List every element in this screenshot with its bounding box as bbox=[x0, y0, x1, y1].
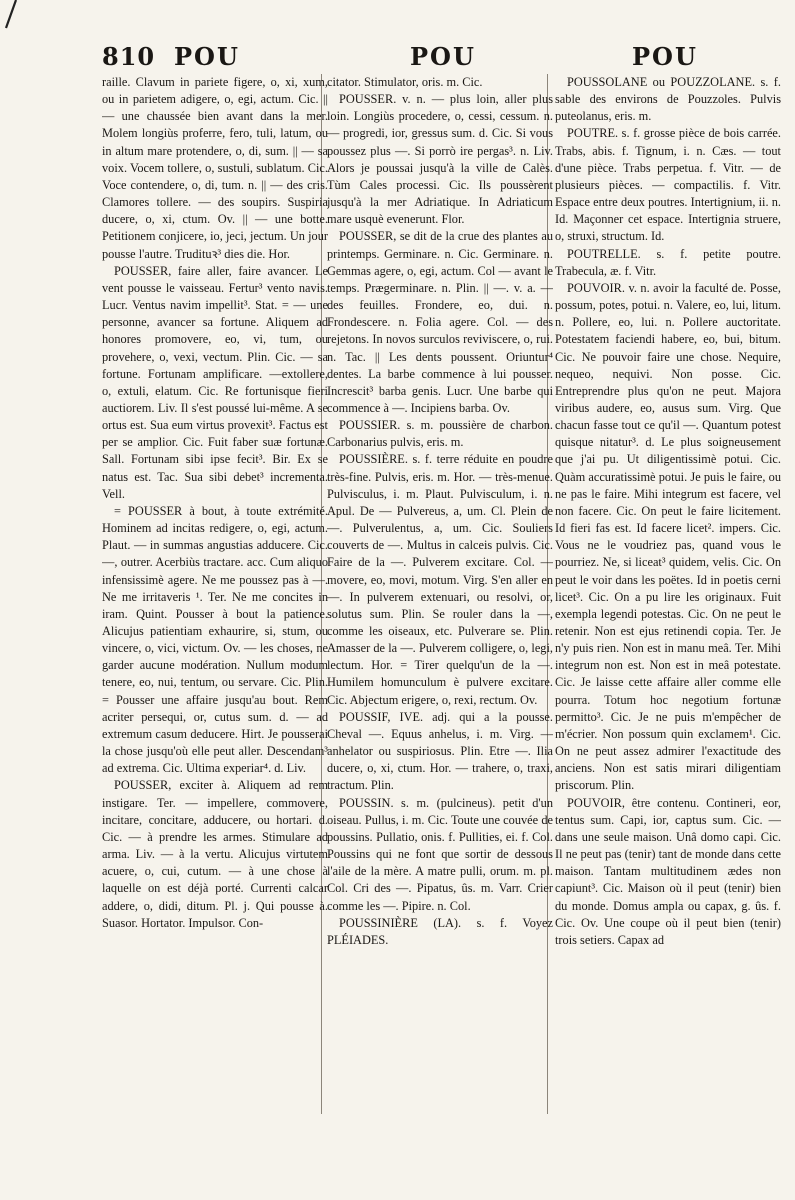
dictionary-entry: POUSSIER. s. m. poussière de charbon. Carbonarius pulvis, eris. m. bbox=[327, 418, 553, 450]
page-number: 810 bbox=[102, 42, 156, 71]
dictionary-entry: POUSSER, se dit de la crue des plantes au printemps. Germinare. n. Cic. Germinare. n. Gemmas agere, o, egi, actum. Col — avant le temps. Prægerminare. n. Plin. || —. v. a. — des feuilles. Frondere, eo, dui. n. Frondescere. n. Folia agere. Col. — des rejetons. In novos surculos reviviscere, o, rui. n. Tac. || Les dents poussent. Oriuntur⁴ dentes. La barbe commence à lui pousser. Increscit³ barba genis. Lucr. Une barbe qui commence à —. Incipiens barba. Ov. bbox=[327, 229, 553, 415]
dictionary-entry: POUVOIR, être contenu. Contineri, eor, tentus sum. Capi, ior, captus sum. Cic. — dans une seule maison. Unâ domo capi. Cic. Il ne peut pas (tenir) tant de monde dans cette maison. Tantam multitudinem ædes non capiunt³. Cic. Maison où il peut (tenir) bien du monde. Domus ampla ou capax, g. ûs. f. Cic. Ov. Une coupe où il peut bien (tenir) trois setiers. Capax ad bbox=[555, 795, 781, 947]
entry-continuation: citator. Stimulator, oris. m. Cic. bbox=[327, 75, 483, 89]
dictionary-entry: POUSSIN. s. m. (pulcineus). petit d'un oiseau. Pullus, i. m. Cic. Toute une couvée de poussins. Pullatio, onis. f. Pullities, ei. f. Col. Poussins qui ne font que sortir de dessous l'aile de la mère. A matre pulli, orum. m. pl. Col. Cri des —. Pipatus, ûs. m. Varr. Crier comme les —. Pipire. n. Col. bbox=[327, 795, 553, 913]
page-header bbox=[102, 42, 782, 76]
column-middle bbox=[327, 74, 553, 1124]
running-headword-left: POU bbox=[174, 42, 240, 71]
pen-stroke-mark bbox=[4, 0, 18, 36]
dictionary-entry: POUSSER, exciter à. Aliquem ad rem instigare. Ter. — impellere, commovere, incitare, concitare, adducere, ou hortari. d. Cic. — à prendre les armes. Stimulare ad arma. Liv. — à la vertu. Alicujus virtutem acuere, o, cui, cutum. — à une chose à laquelle on est déjà porté. Currenti calcar addere, o, didi, ditum. Pl. j. Qui pousse à. Suasor. Hortator. Impulsor. Con- bbox=[102, 778, 328, 930]
running-headword-right: POU bbox=[632, 42, 698, 71]
dictionary-entry: POUSSOLANE ou POUZZOLANE. s. f. sable des environs de Pouzzoles. Pulvis puteolanus, eris. m. bbox=[555, 75, 781, 124]
dictionary-entry: POUSSIF, IVE. adj. qui a la pousse. Cheval —. Equus anhelus, i. m. Virg. — anhelator ou suspiriosus. Plin. Etre —. Ilia ducere, o, xi, ctum. Hor. — trahere, o, traxi, tractum. Plin. bbox=[327, 709, 553, 793]
column-right bbox=[555, 74, 781, 1124]
dictionary-entry: POUSSIÈRE. s. f. terre réduite en poudre très-fine. Pulvis, eris. m. Hor. — très-menue. Pulvisculus, i. m. Plaut. Pulvisculum, i. n. Apul. De — Pulvereus, a, um. Cl. Plein de —. Pulverulentus, a, um. Cic. Souliers couverts de —. Multus in calceis pulvis. Cic. Faire de la —. Pulverem excitare. Col. — movere, eo, movi, motum. Virg. S'en aller en —. In pulverem extenuari, ou resolvi, or, solutus sum. Plin. Se rouler dans la —, comme les oiseaux, etc. Pulverare se. Plin. Amasser de la —. Pulverem colligere, o, legi, lectum. Hor. = Tirer quelqu'un de la —. Humilem homunculum è pulvere excitare. Cic. Abjectum erigere, o, rexi, rectum. Ov. bbox=[327, 452, 553, 707]
dictionary-entry: POUTRE. s. f. grosse pièce de bois carrée. Trabs, abis. f. Tignum, i. n. Cæs. — tout d'une pièce. Trabs perpetua. f. Vitr. — de plusieurs pièces. — compactilis. f. Vitr. Espace entre deux poutres. Intertignium, ii. n. Id. Maçonner cet espace. Intertignia struere, o, struxi, structum. Id. bbox=[555, 126, 781, 244]
column-left bbox=[102, 74, 328, 1124]
entry-continuation: raille. Clavum in pariete figere, o, xi, xum, ou in parietem adigere, o, egi, actum. Cic. || — une chaussée bien avant dans la mer. Molem longiùs proferre, fero, tuli, latum, ou in altum mare protendere, o, di, sum. || — sa voix. Vocem tollere, o, sustuli, sublatum. Cic. Voce contendere, o, di, tum. n. || — des cris. Clamores tollere. — des soupirs. Suspiria ducere, o, xi, ctum. Ov. || — une botte. Petitionem conjicere, io, jeci, jectum. Un jour pousse l'autre. Trudituꝛ³ dies die. Hor. bbox=[102, 75, 328, 261]
dictionary-entry: POUSSER. v. n. — plus loin, aller plus loin. Longiùs procedere, o, cessi, cessum. n. — progredi, ior, gressus sum. d. Cic. Si vous poussez plus —. Si porrò ire pergas³. n. Liv. Alors je poussai jusqu'à la ville de Calès. Tùm Cales processi. Cic. Ils poussèrent jusqu'à la mer Adriatique. In Adriaticum mare usquè evenerunt. Flor. bbox=[327, 92, 553, 227]
dictionary-entry: POUSSER, faire aller, faire avancer. Le vent pousse le vaisseau. Fertur³ vento navis. Lucr. Ventus navim impellit³. Stat. = — une personne, avancer sa fortune. Aliquem ad honores promovere, eo, vi, tum, ou provehere, o, vexi, vectum. Plin. Cic. — sa fortune. Fortunam amplificare. —extollere, o, extuli, elatum. Cic. Re fortunisque fieri auctiorem. Liv. Il s'est poussé lui-même. A se ortus est. Sua eum virtus provexit³. Factus est per se amplior. Cic. Fuit faber suæ fortunæ. Sall. Fortunam sibi ipse fecit³. Bir. Ex se natus est. Tac. Sua sibi debet³ incrementa. Vell. bbox=[102, 263, 328, 501]
dictionary-entry: POUTRELLE. s. f. petite poutre. Trabecula, æ. f. Vitr. bbox=[555, 246, 781, 278]
dictionary-entry: = POUSSER à bout, à toute extrémité. Hominem ad incitas redigere, o, egi, actum. Plaut. — in summas angustias adducere. Cic. —, outrer. Acerbiùs tractare. acc. Cum aliquo infensissimè agere. Ne me poussez pas à —. Ne me irritaveris ¹. Ter. Ne me concites in iram. Quint. Pousser à bout la patience. Alicujus patientiam exhaurire, si, stum, ou vincere, o, vici, victum. Ov. — les choses, ne garder aucune modération. Nullum modum tenere, eo, nui, tentum, ou servare. Cic. Plin. = Pousser une affaire jusqu'au bout. Rem acriter persequi, or, cutus sum. d. — ad extremum casum deducere. Hirt. Je pousserai la chose jusqu'où elle peut aller. Descendam³ ad extrema. Cic. Ultima experiar⁴. d. Liv. bbox=[102, 503, 328, 776]
dictionary-entry: POUVOIR. v. n. avoir la faculté de. Posse, possum, potes, potui. n. Valere, eo, lui, litum. n. Pollere, eo, lui. n. Pollere auctoritate. Potestatem faciendi habere, eo, bui, bitum. Cic. Ne pouvoir faire une chose. Nequire, nequeo, nequivi. Non posse. Cic. Entreprendre plus qu'on ne peut. Majora viribus audere, eo, ausus sum. Virg. Que chacun fasse tout ce qu'il —. Quantum potest quisque nitatur³. d. Le plus soigneusement que j'ai pu. Ut diligentissimè potui. Cic. Quàm accuratissimè potui. Je puis le faire, ou ne pas le faire. Mihi integrum est facere, vel non facere. Cic. On peut le faire licitement. Id fieri fas est. Id facere licet². impers. Cic. Vous ne le voudriez pas, quand vous le pourriez. Ne, si liceat³ quidem, velis. Cic. On peut le voir dans les poëtes. Id in poetis cerni licet³. Cic. On a pu lire les originaux. Fuit exempla legendi potestas. Cic. On ne peut le retenir. Non est ejus retinendi copia. Ter. Je n'y puis rien. Non est in manu meâ. Ter. Mihi integrum non est. Non est in meâ potestate. Cic. Je laisse cette affaire aller comme elle pourra. Totum hoc negotium fortunæ permitto³. Cic. Je ne puis m'empêcher de m'écrier. Non possum quin exclamem¹. Cic. On ne peut assez admirer l'exactitude des anciens. Non est satis mirari diligentiam priscorum. Plin. bbox=[555, 280, 781, 793]
dictionary-entry: POUSSINIÈRE (LA). s. f. Voyez PLÉIADES. bbox=[327, 915, 553, 947]
running-headword-center: POU bbox=[410, 42, 476, 71]
